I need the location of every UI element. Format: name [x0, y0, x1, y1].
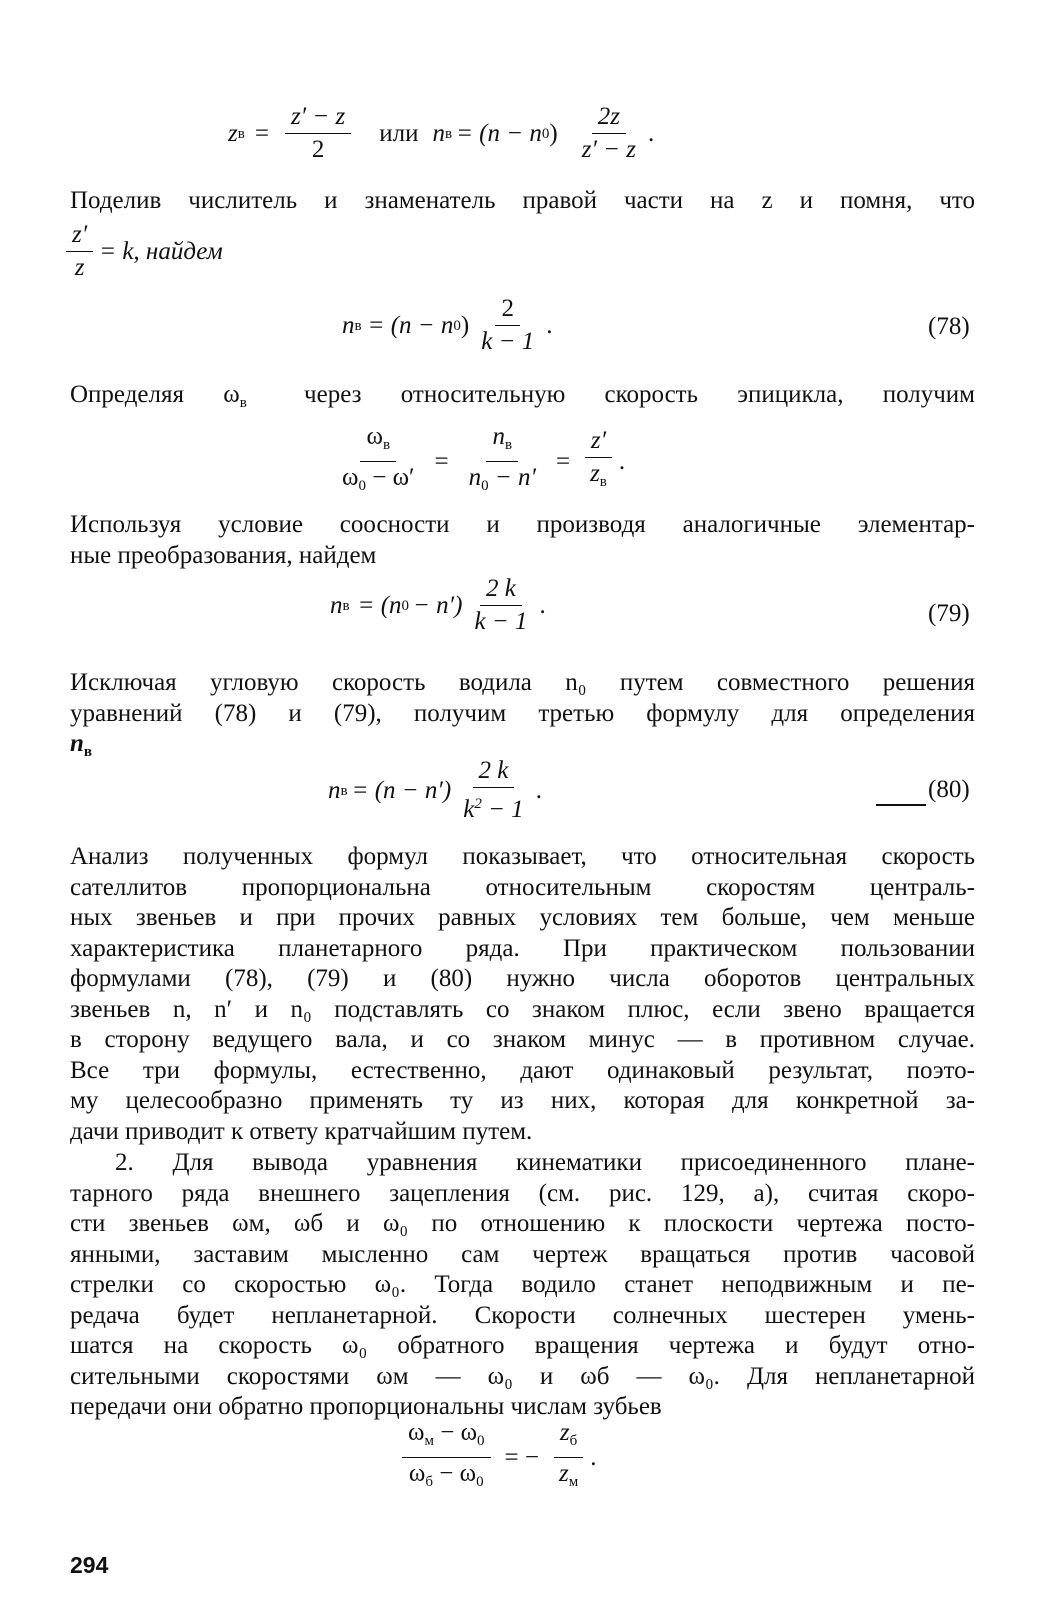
p6-line-5: стрелки со скоростью ω₀. Тогда водило станет неподвижным и пе- — [70, 1271, 975, 1298]
ratio-f3-den-sym: z — [590, 460, 600, 487]
p1-rest: = k, найдем — [99, 237, 223, 265]
last-f1-num-rest: − ω — [440, 1419, 478, 1446]
eq78-close: ) — [460, 311, 470, 339]
eq-top-rhs-close: ) — [549, 119, 558, 147]
equation-number-80: (80) — [928, 776, 970, 803]
eq79-fraction — [468, 576, 533, 635]
eq-top-fraction-2 — [576, 104, 642, 163]
p5-line-2: сателлитов пропорциональна относительным скоростям централь- — [70, 873, 975, 901]
eq79-den: k − 1 — [474, 608, 528, 635]
last-f2-den-sym: z — [558, 1460, 569, 1487]
last-f2-num-sym: z — [559, 1419, 570, 1446]
p6-line-7: шатся на скорость ω₀ обратного вращения чертежа и будут отно- — [70, 1332, 975, 1359]
last-f1-den-sub2: 0 — [476, 1474, 484, 1490]
eq79-end: . — [539, 591, 546, 619]
eq80-fraction — [457, 758, 529, 823]
eq-top-frac1-num: z′ − z — [285, 104, 351, 134]
ratio-f3-num: z′ — [585, 428, 612, 458]
last-equals: = − — [504, 1443, 539, 1471]
eq79-mid-rest: − n′) — [413, 591, 463, 619]
last-f2-den-sub: м — [568, 1474, 579, 1490]
eq-top-rhs-sub: 0 — [541, 125, 550, 142]
p6-line-6: редача будет непланетарной. Скорости солнечных шестерен умень- — [70, 1301, 975, 1329]
p5-line-7: в сторону ведущего вала, и со знаком минус — в противном случае. — [70, 1026, 975, 1053]
p5-line-5: формулами (78), (79) и (80) нужно числа оборотов центральных — [70, 965, 975, 992]
equation-ratio — [330, 424, 625, 499]
paragraph-6 — [70, 1148, 975, 1423]
equation-number-78: (78) — [928, 313, 970, 340]
last-end: . — [590, 1443, 597, 1471]
eq80-num: 2 k — [473, 758, 515, 788]
eq-top-rhs: = (n − n — [456, 119, 542, 147]
eq-top-equals: = — [254, 119, 269, 147]
eq80-den-rest: − 1 — [481, 796, 524, 823]
p1-frac-den: z — [74, 254, 85, 281]
p6-line-9: передачи они обратно пропорциональны числам зубьев — [70, 1393, 662, 1420]
last-f1-num — [402, 1420, 491, 1458]
eq79-mid-sub: 0 — [401, 597, 410, 614]
ratio-f1-num-sym: ω — [366, 423, 383, 450]
eq-top-frac2-num: 2z — [592, 104, 626, 134]
eq78-mid-sub: 0 — [453, 317, 461, 334]
p1-fraction — [66, 222, 93, 281]
ratio-f1-den-sub: 0 — [358, 478, 366, 494]
p5-line-10: дачи приводит к ответу кратчайшим путем. — [70, 1117, 533, 1145]
eq-top-lhs2: n — [432, 119, 445, 147]
eq-top-lhs: z — [228, 119, 238, 147]
p1-text: Поделив числитель и знаменатель правой части на z и помня, что — [70, 187, 975, 214]
p5-line-1: Анализ полученных формул показывает, что относительная скорость — [70, 843, 975, 870]
eq78-end: . — [546, 311, 553, 339]
eq80-den-sym: k — [463, 796, 475, 823]
ratio-f1-den-sym: ω — [342, 464, 359, 491]
eq78-lhs: n — [342, 311, 355, 339]
last-f1-den-sub: б — [425, 1474, 434, 1490]
eq79-lhs-sub: в — [342, 597, 350, 614]
p5-line-8: Все три формулы, естественно, дают одинаковый результат, поэто- — [70, 1056, 975, 1084]
eq80-den — [457, 788, 529, 823]
paragraph-3 — [70, 510, 975, 571]
p2-sub: в — [239, 395, 247, 411]
ratio-f2-num-sym: n — [492, 423, 505, 450]
last-f1-num-sym: ω — [408, 1419, 425, 1446]
eq-top-fraction-1 — [285, 104, 351, 163]
ratio-f2-den-rest: − n′ — [494, 464, 536, 491]
eq79-lhs: n — [330, 591, 343, 619]
ratio-f2-den-sub: 0 — [481, 478, 489, 494]
p4-line-3-sub: в — [83, 744, 93, 760]
eq79-num: 2 k — [480, 576, 522, 606]
ratio-f3-den — [584, 458, 613, 495]
ratio-f1-num — [360, 424, 396, 462]
last-f1-num-sub: м — [424, 1433, 434, 1449]
ratio-f3-den-sub: в — [599, 474, 607, 490]
p5-line-4: характеристика планетарного ряда. При практическом пользовании — [70, 934, 975, 962]
p6-line-4: янными, заставим мысленно сам чертеж вращаться против часовой — [70, 1240, 975, 1268]
equation-last — [396, 1420, 596, 1495]
last-f2-num — [554, 1420, 583, 1458]
eq80-den-sup: 2 — [474, 796, 482, 812]
eq78-num: 2 — [495, 296, 520, 326]
eq80-end: . — [535, 776, 542, 804]
eq-top-frac2-den: z′ − z — [581, 136, 637, 163]
paragraph-5 — [70, 842, 975, 1147]
paragraph-1-line-1 — [70, 186, 975, 217]
ratio-fraction-1 — [336, 424, 421, 499]
ratio-f2-num — [486, 424, 518, 462]
last-f2-den — [553, 1458, 584, 1495]
ratio-end: . — [618, 447, 626, 475]
last-f1-den-sym: ω — [408, 1460, 426, 1487]
eq-top-end: . — [648, 119, 655, 147]
p2-rest: через относительную скорость эпицикла, получим — [304, 381, 975, 408]
ratio-f2-den — [463, 462, 542, 499]
eq78-den: k − 1 — [481, 328, 535, 355]
ratio-fraction-3 — [584, 428, 613, 495]
p5-line-6: звеньев n, n′ и n₀ подставлять со знаком плюс, если звено вращается — [70, 995, 975, 1023]
p5-line-9: му целесообразно применять ту из них, которая для конкретной за- — [70, 1087, 975, 1114]
paragraph-2 — [70, 380, 975, 419]
last-f1-den-rest: − ω — [439, 1460, 477, 1487]
p6-line-1: 2. Для вывода уравнения кинематики присоединенного плане- — [115, 1149, 975, 1176]
eq80-lhs: n — [328, 776, 341, 804]
ratio-equals-2: = — [555, 447, 571, 475]
ratio-equals-1: = — [434, 447, 449, 475]
pen-underline-mark — [876, 804, 926, 806]
p4-line-2: уравнений (78) и (79), получим третью формулу для определения — [70, 699, 975, 727]
ratio-fraction-2 — [463, 424, 542, 499]
p3-line-1: Используя условие соосности и производя аналогичные элементар- — [70, 511, 975, 538]
eq80-lhs-sub: в — [340, 782, 348, 799]
last-f1-num-sub2: 0 — [477, 1433, 485, 1449]
eq79-mid: = (n — [357, 591, 402, 619]
p6-line-2: тарного ряда внешнего зацепления (см. рис. 129, а), считая скоро- — [70, 1179, 975, 1207]
page-number: 294 — [70, 1552, 109, 1578]
equation-top — [228, 104, 654, 163]
eq78-fraction — [475, 296, 540, 355]
p6-line-8: сительными скоростями ωм — ω₀ и ωб — ω₀. Для непланетарной — [70, 1362, 975, 1390]
eq78-mid: = (n − n — [367, 311, 454, 339]
eq78-lhs-sub: в — [354, 317, 362, 334]
equation-number-79: (79) — [928, 600, 970, 627]
ratio-f2-den-sym: n — [468, 464, 482, 491]
p3-line-2: ные преобразования, найдем — [70, 541, 377, 569]
eq-top-lhs-sub: в — [237, 125, 245, 142]
paragraph-1-fraction-line — [66, 222, 223, 281]
p6-line-3: сти звеньев ωм, ωб и ω₀ по отношению к плоскости чертежа посто- — [70, 1210, 975, 1237]
eq-top-lhs2-sub: в — [444, 125, 453, 142]
last-f1-den — [403, 1458, 490, 1495]
ratio-f2-num-sub: в — [504, 437, 513, 453]
equation-80 — [328, 758, 542, 823]
last-fraction-2 — [553, 1420, 584, 1495]
p2-text: Определяя ω — [70, 381, 240, 408]
p1-frac-num: z′ — [66, 222, 93, 252]
eq-top-or: или — [379, 119, 419, 147]
paragraph-4 — [70, 668, 975, 768]
last-f2-num-sub: б — [569, 1433, 578, 1449]
last-fraction-1 — [402, 1420, 491, 1495]
ratio-f1-den — [336, 462, 421, 499]
p4-line-1: Исключая угловую скорость водила n₀ путем совместного решения — [70, 669, 975, 696]
p4-line-3-sym: n — [70, 730, 84, 757]
equation-78 — [342, 296, 552, 355]
p5-line-3: ных звеньев и при прочих равных условиях тем больше, чем меньше — [70, 904, 975, 931]
eq80-mid: = (n − n′) — [351, 776, 452, 804]
equation-79 — [330, 576, 546, 635]
eq-top-frac1-den: 2 — [311, 136, 325, 163]
ratio-f1-num-sub: в — [382, 437, 391, 453]
ratio-f1-den-rest: − ω′ — [372, 464, 415, 491]
